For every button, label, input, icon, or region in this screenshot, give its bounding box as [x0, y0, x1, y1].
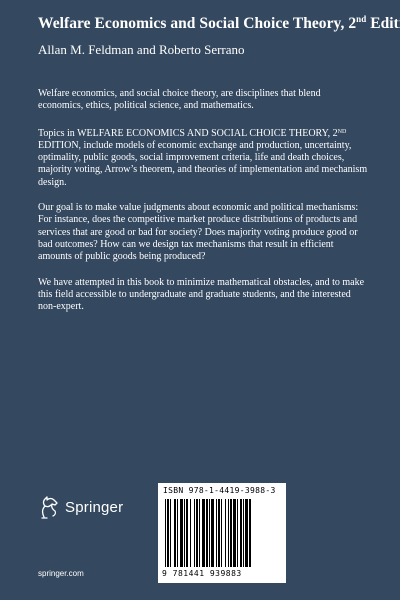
barcode-bar	[245, 499, 248, 567]
springer-horse-icon	[38, 494, 60, 520]
description-paragraph-2	[38, 126, 368, 189]
barcode-bar	[199, 499, 200, 567]
description-paragraph-4: We have attempted in this book to minimize mathematical obstacles, and to make this field accessible to undergraduate and graduate students, and the interested non-expert.	[38, 276, 365, 313]
description-text	[38, 88, 368, 326]
barcode-bar	[225, 499, 226, 567]
barcode-bar	[190, 499, 191, 567]
barcode-bar	[196, 499, 198, 567]
barcode-bar	[174, 499, 176, 567]
barcode-bar	[186, 499, 188, 567]
barcode-bar	[243, 499, 244, 567]
barcode-bar	[249, 499, 251, 567]
barcode-bar	[230, 499, 232, 567]
paragraph-2-end: EDITION, include models of economic exchange and production, uncertainty, optimality, public goods, social improvement criteria, life and death choices, majority voting, Arrow’s theorem, and theories of implementation and mechanism design.	[38, 139, 368, 188]
barcode-bar	[165, 499, 166, 567]
description-paragraph-3: Our goal is to make value judgments about economic and political mechanisms: For instance, does the competitive market produce distributions of products and services that are good or bad for society? Does majority voting produce good or bad outcomes? How can we design tax mechanisms that result in efficient amounts of public goods being produced?	[38, 202, 359, 263]
barcode-panel	[158, 483, 286, 583]
book-title-end: Edition	[366, 15, 420, 32]
book-authors: Allan M. Feldman and Roberto Serrano	[38, 42, 245, 57]
barcode-bar	[184, 499, 185, 567]
book-title	[38, 14, 420, 33]
barcode-bar	[202, 499, 205, 567]
barcode-icon	[163, 499, 281, 569]
barcode-bar	[209, 499, 210, 567]
barcode-digits: 9 781441 939883	[162, 569, 242, 578]
barcode-bar	[180, 499, 183, 567]
barcode-bar	[233, 499, 236, 567]
barcode-bar	[194, 499, 195, 567]
barcode-bar	[216, 499, 217, 567]
isbn-label: ISBN 978-1-4419-3988-3	[163, 486, 276, 495]
publisher-website: springer.com	[38, 569, 84, 578]
barcode-bar	[228, 499, 229, 567]
publisher-logo	[38, 494, 123, 520]
paragraph-2-start: Topics in WELFARE ECONOMICS AND SOCIAL CHOICE THEORY, 2	[38, 127, 338, 139]
barcode-bar	[167, 499, 169, 567]
barcode-bar	[240, 499, 242, 567]
barcode-bar	[170, 499, 171, 567]
barcode-bar	[221, 499, 222, 567]
barcode-bar	[206, 499, 208, 567]
publisher-name: Springer	[65, 498, 124, 516]
paragraph-2-superscript: ND	[337, 128, 347, 135]
barcode-bar	[177, 499, 178, 567]
barcode-bar	[237, 499, 238, 567]
description-paragraph-1: Welfare economics, and social choice theory, are disciplines that blend economics, ethics, political science, and mathematics.	[38, 88, 321, 112]
barcode-bar	[218, 499, 220, 567]
book-title-main: Welfare Economics and Social Choice Theory, 2	[38, 15, 357, 32]
book-title-superscript: nd	[356, 14, 367, 24]
barcode-bar	[211, 499, 214, 567]
